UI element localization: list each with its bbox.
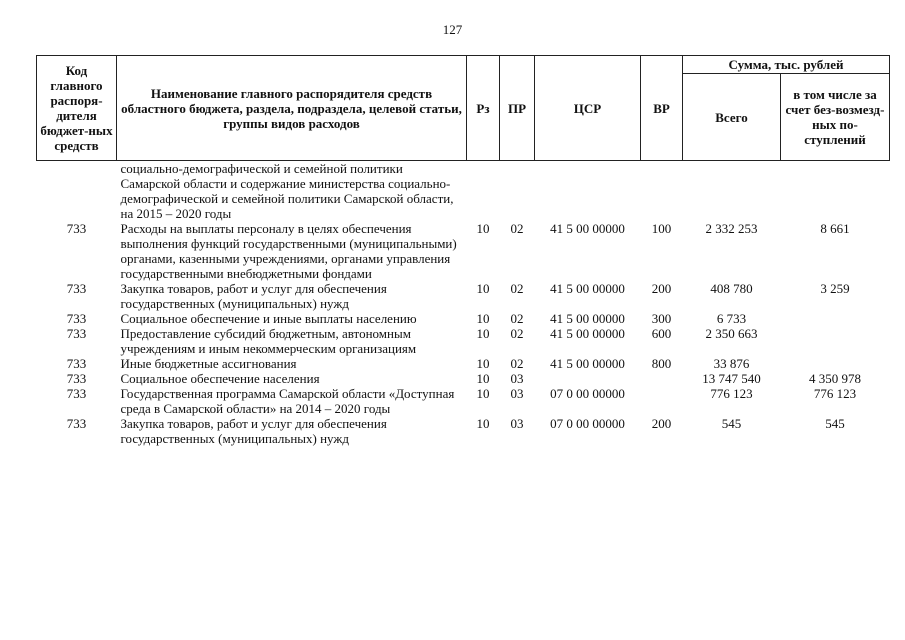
cell-csr: 41 5 00 00000 [550,326,625,341]
cell-rz: 10 [476,311,490,326]
cell-code: 733 [66,386,87,401]
cell-gratuitous [781,326,890,356]
table-row [37,281,890,311]
cell-rz: 10 [476,386,490,401]
cell-gratuitous: 8 661 [820,221,850,236]
table-row [37,416,890,446]
cell-code: 733 [66,311,87,326]
cell-gratuitous [781,356,890,371]
cell-csr: 41 5 00 00000 [550,356,625,371]
table-row [37,356,890,371]
cell-vr: 200 [651,281,672,296]
cell-rz: 10 [476,371,490,386]
cell-code: 733 [66,416,87,431]
cell-gratuitous: 545 [825,416,845,431]
cell-total: 2 350 663 [705,326,758,341]
cell-csr: 07 0 00 00000 [550,416,625,431]
cell-pr [500,161,535,222]
table-row [37,161,890,222]
cell-rz: 10 [476,281,490,296]
cell-name: Социальное обеспечение и иные выплаты населению [120,311,417,326]
cell-name: Расходы на выплаты персоналу в целях обеспечения выполнения функций государственными (муниципальными) органами, казенными учреждениями, органами управления государственными внебюджетными фондами [120,221,457,281]
header-code: Код главного распоря-дителя бюджет-ных средств [37,56,117,161]
cell-total: 13 747 540 [702,371,761,386]
header-pr: ПР [500,56,535,161]
cell-code: 733 [66,221,87,236]
cell-pr: 03 [510,371,524,386]
cell-total: 33 876 [713,356,750,371]
table-header [37,56,890,161]
table-row [37,386,890,416]
cell-code [37,161,117,222]
cell-name: Предоставление субсидий бюджетным, автономным учреждениям и иным некоммерческим организациям [120,326,417,356]
cell-rz: 10 [476,416,490,431]
cell-gratuitous: 776 123 [813,386,857,401]
cell-pr: 02 [510,356,524,371]
cell-pr: 02 [510,311,524,326]
cell-csr [535,161,641,222]
header-vr: ВР [641,56,683,161]
cell-total: 776 123 [710,386,753,401]
cell-rz: 10 [476,356,490,371]
page-number: 127 [442,22,463,37]
cell-csr: 07 0 00 00000 [550,386,625,401]
cell-csr: 41 5 00 00000 [550,311,625,326]
cell-rz: 10 [476,326,490,341]
cell-csr [535,371,641,386]
cell-total: 545 [721,416,742,431]
cell-code: 733 [66,371,87,386]
cell-vr: 600 [651,326,672,341]
cell-name: Социальное обеспечение населения [120,371,320,386]
cell-csr: 41 5 00 00000 [550,281,625,296]
header-gratuitous: в том числе за счет без-возмезд-ных по-ступлений [781,74,890,161]
cell-total [683,161,781,222]
cell-name: Иные бюджетные ассигнования [120,356,297,371]
table-row [37,311,890,326]
cell-rz: 10 [476,221,490,236]
cell-vr [641,371,683,386]
cell-vr: 800 [651,356,672,371]
table-row [37,326,890,356]
cell-vr: 200 [651,416,672,431]
cell-pr: 02 [510,221,524,236]
cell-gratuitous [781,311,890,326]
cell-name: Закупка товаров, работ и услуг для обеспечения государственных (муниципальных) нужд [120,281,387,311]
cell-vr [641,386,683,416]
header-name: Наименование главного распорядителя средств областного бюджета, раздела, подраздела, целевой статьи, группы видов расходов [117,56,467,161]
header-csr: ЦСР [535,56,641,161]
header-rz: Рз [467,56,500,161]
cell-vr [641,161,683,222]
cell-total: 2 332 253 [705,221,758,236]
cell-name: Государственная программа Самарской области «Доступная среда в Самарской области» на 2014 – 2020 годы [120,386,455,416]
cell-name: социально-демографической и семейной политики Самарской области и содержание министерства социально-демографической и семейной политики Самарской области, на 2015 – 2020 годы [120,161,454,221]
cell-pr: 02 [510,326,524,341]
cell-pr: 02 [510,281,524,296]
header-sum-group: Сумма, тыс. рублей [683,56,890,74]
cell-total: 6 733 [716,311,747,326]
cell-code: 733 [66,356,87,371]
cell-rz [467,161,500,222]
cell-csr: 41 5 00 00000 [550,221,625,236]
cell-name: Закупка товаров, работ и услуг для обеспечения государственных (муниципальных) нужд [120,416,387,446]
cell-total: 408 780 [710,281,753,296]
budget-table [36,55,890,446]
cell-code: 733 [66,281,87,296]
table-body [37,161,890,447]
cell-vr: 300 [651,311,672,326]
table-row [37,221,890,281]
cell-vr: 100 [651,221,672,236]
table-row [37,371,890,386]
cell-gratuitous: 3 259 [820,281,850,296]
header-total: Всего [683,74,781,161]
cell-gratuitous [781,161,890,222]
cell-gratuitous: 4 350 978 [809,371,861,386]
cell-pr: 03 [510,416,524,431]
cell-pr: 03 [510,386,524,401]
cell-code: 733 [66,326,87,341]
